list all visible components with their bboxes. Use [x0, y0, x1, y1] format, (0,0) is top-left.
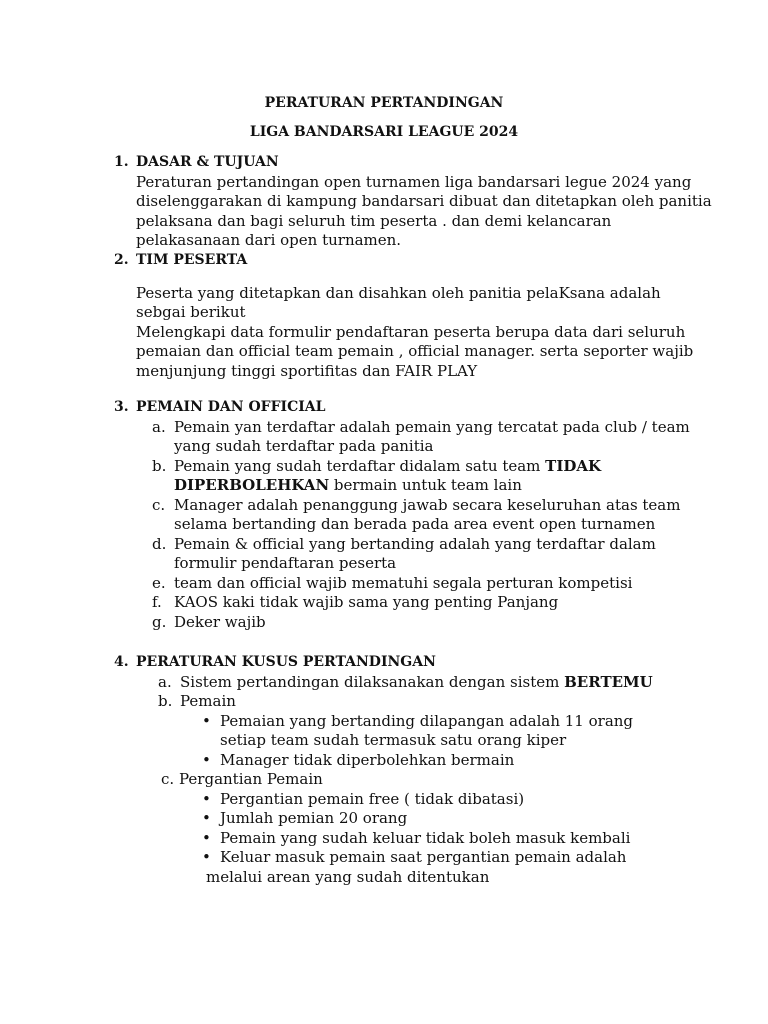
section-pemain-official [114, 398, 714, 632]
section-peraturan-kusus [114, 653, 714, 887]
list-item-text: team dan official wajib mematuhi segala perturan kompetisi [174, 573, 633, 592]
section-title: DASAR & TUJUAN [136, 154, 279, 170]
list-item-text: KAOS kaki tidak wajib sama yang penting Panjang [174, 593, 559, 611]
bullet-icon: • [202, 789, 211, 808]
list-item-text: Pemain & official yang bertanding adalah yang terdaftar dalam formulir pendaftaran peserta [174, 534, 656, 572]
bullet-item [200, 848, 680, 868]
document-title: PERATURAN PERTANDINGAN [264, 95, 504, 111]
bullet-text: Keluar masuk pemain saat pergantian pemain adalah [220, 848, 627, 866]
section-title: TIM PESERTA [136, 252, 248, 268]
list-item-text: Pemain [180, 692, 236, 710]
emphasis-text: BERTEMU [564, 672, 653, 691]
bullet-item [200, 829, 680, 849]
bullet-item [200, 809, 680, 829]
section-number: 4. [114, 654, 129, 670]
list-item [136, 457, 714, 496]
list-marker: b. [152, 456, 167, 475]
section-title: PEMAIN DAN OFFICIAL [136, 399, 326, 415]
bullet-icon: • [202, 828, 211, 847]
section-dasar-tujuan [114, 153, 714, 251]
list-marker: c. [161, 770, 175, 788]
list-marker: e. [152, 573, 166, 592]
section-heading [114, 153, 714, 173]
bullet-item [200, 790, 680, 810]
list-item-text: Deker wajib [174, 612, 266, 631]
list-item-text: Pemain yang sudah terdaftar didalam satu team [174, 456, 546, 475]
list-item [136, 535, 714, 574]
section-number: 1. [114, 154, 129, 170]
bullet-text: Manager tidak diperbolehkan bermain [220, 750, 515, 769]
section-tim-peserta [114, 251, 714, 381]
bullet-text: Pemaian yang bertanding dilapangan adalah 11 orang setiap team sudah termasuk satu orang kiper [220, 711, 634, 749]
bullet-icon: • [202, 848, 211, 866]
list-item-text: Sistem pertandingan dilaksanakan dengan sistem [180, 672, 565, 691]
bullet-item [200, 751, 680, 771]
bullet-continuation: melalui arean yang sudah ditentukan [206, 867, 490, 886]
list-item-text: Pergantian Pemain [179, 770, 323, 788]
bullet-text: Jumlah pemian 20 orang [220, 809, 408, 827]
list-item [136, 418, 714, 457]
section-heading [114, 251, 714, 271]
paragraph: Peraturan pertandingan open turnamen liga bandarsari legue 2024 yang diselenggarakan di kampung bandarsari dibuat dan ditetapkan oleh panitia pelaksana dan bagi seluruh tim peserta . dan demi kelancaran pelakasanaan dari open turnamen. [136, 172, 712, 249]
bullet-text: Pemain yang sudah keluar tidak boleh masuk kembali [220, 828, 631, 847]
list-item [114, 673, 714, 693]
emphasis-text: TIDAK DIPERBOLEHKAN [174, 456, 602, 494]
list-marker: g. [152, 612, 167, 631]
bullet-text: Pergantian pemain free ( tidak dibatasi) [220, 789, 525, 808]
list-item [136, 593, 714, 613]
list-marker: d. [152, 534, 167, 553]
section-title: PERATURAN KUSUS PERTANDINGAN [136, 654, 436, 670]
list-item [114, 692, 714, 712]
bullet-icon: • [202, 809, 211, 827]
rule-list [114, 418, 714, 633]
bullet-icon: • [202, 750, 211, 769]
list-marker: f. [152, 593, 162, 611]
list-item [136, 496, 714, 535]
bullet-item [200, 712, 680, 751]
list-item-text: bermain untuk team lain [329, 476, 522, 494]
list-item [136, 613, 714, 633]
list-marker: a. [152, 417, 166, 436]
paragraph: Melengkapi data formulir pendaftaran peserta berupa data dari seluruh pemaian dan official team pemain , official manager. serta seporter wajib menjunjung tinggi sportifitas dan FAIR PLAY [136, 322, 694, 380]
paragraph: Peserta yang ditetapkan dan disahkan oleh panitia pelaKsana adalah sebgai berikut [136, 283, 661, 321]
list-item-text: Pemain yan terdaftar adalah pemain yang tercatat pada club / team yang sudah terdaftar pada panitia [174, 417, 690, 455]
document-subtitle: LIGA BANDARSARI LEAGUE 2024 [249, 124, 519, 140]
section-number: 3. [114, 399, 129, 415]
bullet-icon: • [202, 711, 211, 730]
list-marker: b. [158, 692, 173, 710]
section-heading [114, 398, 714, 418]
bullet-list [200, 712, 680, 771]
list-marker: c. [152, 495, 166, 514]
list-item-text: Manager adalah penanggung jawab secara keseluruhan atas team selama bertanding dan berada pada area event open turnamen [174, 495, 681, 533]
list-item [114, 770, 714, 790]
section-number: 2. [114, 252, 129, 268]
section-heading [114, 653, 714, 673]
bullet-list [200, 790, 680, 868]
list-item [136, 574, 714, 594]
list-marker: a. [158, 672, 172, 691]
